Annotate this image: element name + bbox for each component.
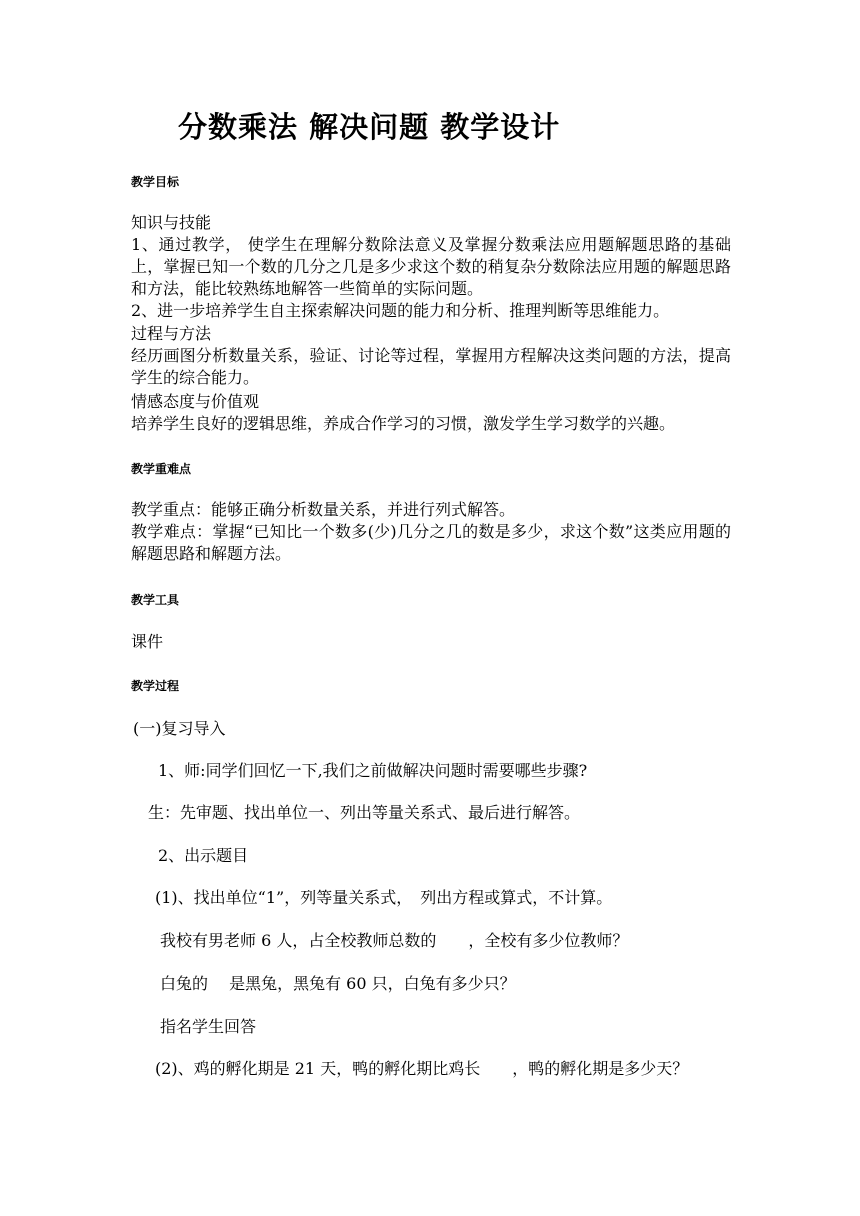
question-1: 1、师:同学们回忆一下,我们之前做解决问题时需要哪些步骤?	[158, 761, 588, 780]
answer-1: 生：先审题、找出单位一、列出等量关系式、最后进行解答。	[148, 803, 581, 822]
document-title: 分数乘法 解决问题 教学设计	[178, 110, 561, 144]
subquestion-2: (2)、鸡的孵化期是 21 天，鸭的孵化期比鸡长 ，鸭的孵化期是多少天？	[155, 1059, 689, 1078]
answer-note: 指名学生回答	[160, 1017, 257, 1036]
difficult-point: 教学难点：掌握“已知比一个数多(少)几分之几的数是多少，求这个数”这类应用题的解题思路和解题方法。	[131, 522, 731, 564]
process-part-1: (一)复习导入	[133, 719, 226, 738]
section-heading-goals: 教学目标	[131, 175, 180, 189]
goal-item-1: 1、通过教学， 使学生在理解分数除法意义及掌握分数乘法应用题解题思路的基础上，掌握已知一个数的几分之几是多少求这个数的稍复杂分数除法应用题的解题思路和方法，能比较熟练地解答一些简单的实际问题。	[131, 235, 731, 299]
section-heading-tools: 教学工具	[131, 593, 180, 607]
tools-text: 课件	[131, 632, 164, 651]
emotion-text: 培养学生良好的逻辑思维，养成合作学习的习惯，激发学生学习数学的兴趣。	[131, 414, 676, 433]
problem-2: 白兔的 是黑兔，黑兔有 60 只，白兔有多少只？	[160, 974, 516, 993]
subheading-process: 过程与方法	[131, 324, 212, 343]
problem-1: 我校有男老师 6 人，占全校教师总数的 ，全校有多少位教师？	[160, 931, 629, 950]
question-2: 2、出示题目	[158, 846, 249, 865]
subquestion-1: (1)、找出单位“1”，列等量关系式， 列出方程或算式，不计算。	[155, 888, 613, 907]
section-heading-keypoints: 教学重难点	[131, 462, 192, 476]
section-heading-process: 教学过程	[131, 679, 180, 693]
goal-item-2: 2、进一步培养学生自主探索解决问题的能力和分析、推理判断等思维能力。	[131, 301, 670, 320]
subheading-emotion: 情感态度与价值观	[131, 392, 260, 411]
key-point: 教学重点：能够正确分析数量关系，并进行列式解答。	[131, 500, 516, 519]
subheading-knowledge: 知识与技能	[131, 213, 212, 232]
process-text: 经历画图分析数量关系，验证、讨论等过程，掌握用方程解决这类问题的方法，提高学生的综合能力。	[131, 346, 731, 388]
